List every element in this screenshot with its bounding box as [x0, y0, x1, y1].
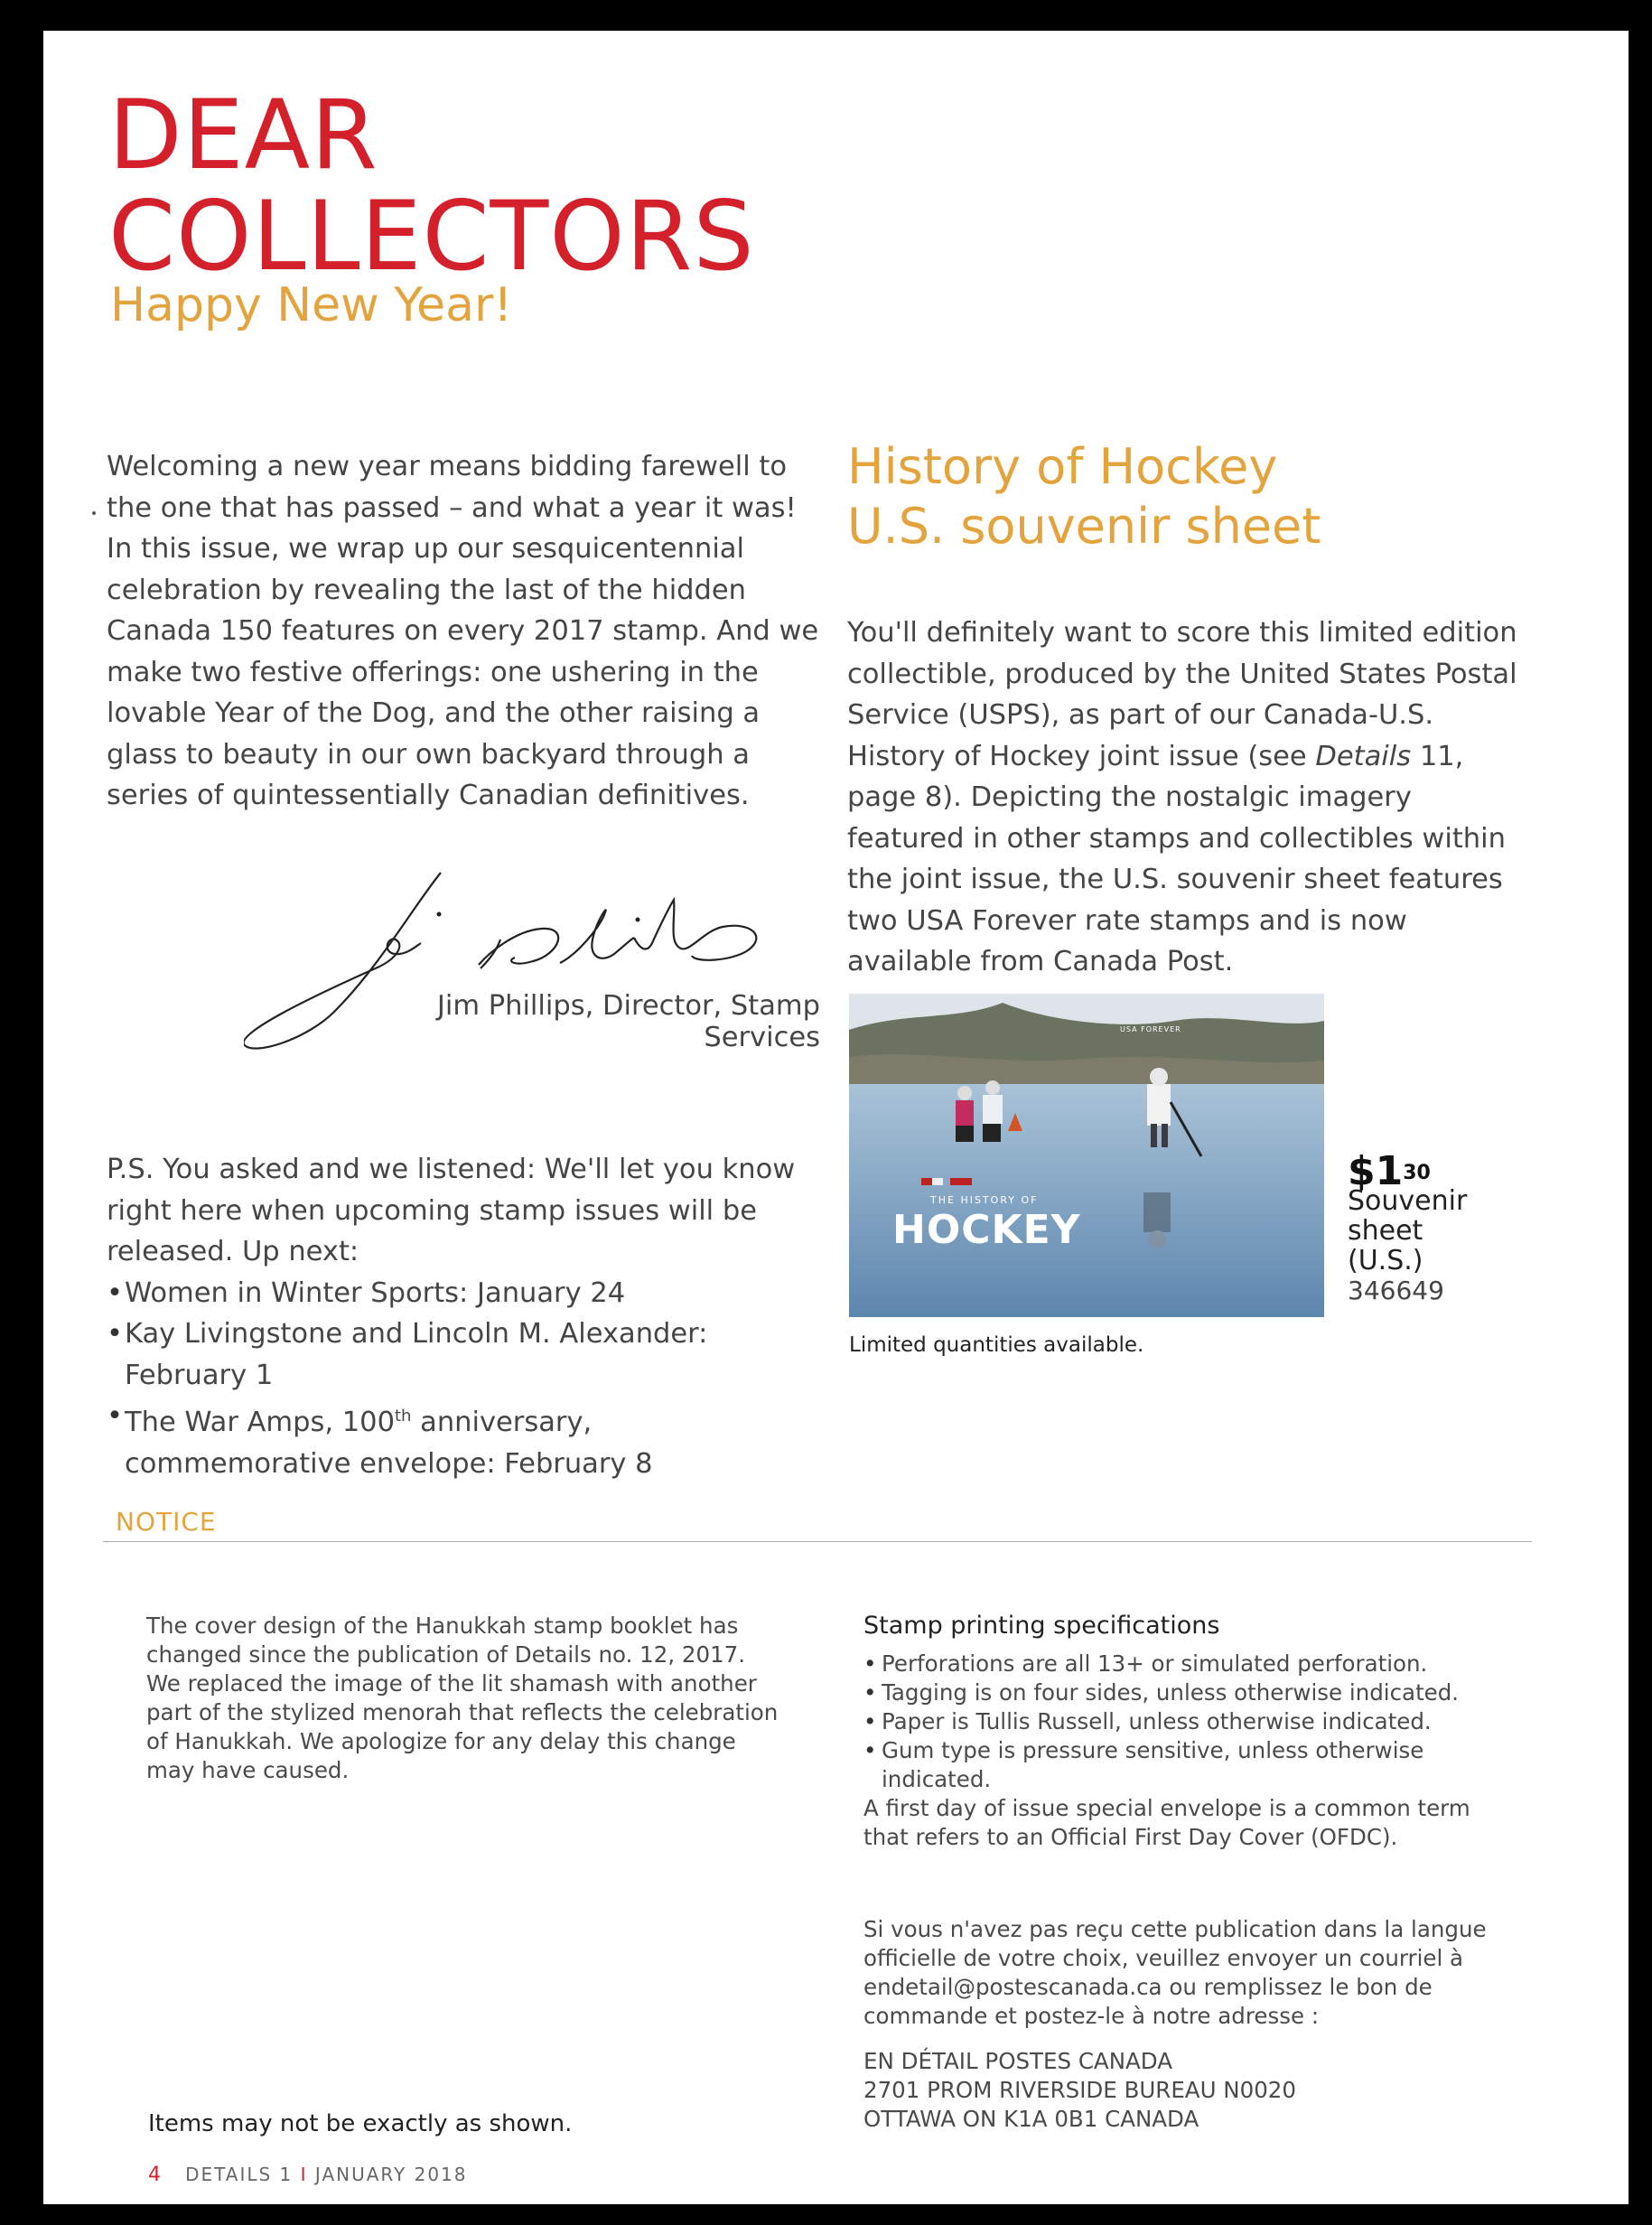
- margin-mark: [92, 511, 96, 515]
- page: [43, 31, 1629, 2204]
- address-line: 2701 PROM RIVERSIDE BUREAU N0020: [863, 2077, 1296, 2103]
- address-line: OTTAWA ON K1A 0B1 CANADA: [863, 2106, 1199, 2132]
- list-item: • Tagging is on four sides, unless otherwise indicated.: [863, 1678, 1532, 1707]
- page-subtitle: Happy New Year!: [110, 278, 513, 332]
- spec-title: Stamp printing specifications: [863, 1612, 1220, 1640]
- product-code: 346649: [1348, 1276, 1444, 1305]
- upcoming-list: [107, 1273, 820, 1485]
- mailing-address: [863, 2047, 1496, 2134]
- spec-list: [863, 1650, 1532, 1794]
- address-line: EN DÉTAIL POSTES CANADA: [863, 2048, 1172, 2074]
- disclaimer: Items may not be exactly as shown.: [148, 2110, 573, 2137]
- ps-paragraph: [107, 1149, 820, 1484]
- limited-note: Limited quantities available.: [849, 1333, 1144, 1357]
- stamp-big-text: HOCKEY: [892, 1207, 1081, 1253]
- title-line-2: COLLECTORS: [108, 181, 755, 292]
- list-item: • The War Amps, 100th anniversary, commemorative envelope: February 8: [107, 1396, 820, 1484]
- page-folio: [148, 2164, 468, 2186]
- list-item: • Gum type is pressure sensitive, unless otherwise indicated.: [863, 1736, 1532, 1794]
- product-line: (U.S.): [1348, 1245, 1423, 1276]
- list-item: • Kay Livingstone and Lincoln M. Alexander: February 1: [107, 1313, 820, 1396]
- notice-divider: [103, 1541, 1532, 1542]
- page-number: 4: [148, 2164, 163, 2186]
- hockey-souvenir-sheet-image: [849, 994, 1324, 1317]
- price: $\$1^{30}$: [1348, 1148, 1431, 1194]
- product-line: sheet: [1348, 1215, 1423, 1247]
- folio-separator: I: [300, 2164, 308, 2185]
- signature-name: Jim Phillips, Director, Stamp Services: [436, 990, 820, 1053]
- product-line: Souvenir: [1348, 1185, 1468, 1217]
- ps-text: P.S. You asked and we listened: We'll let you know right here when upcoming stamp issues will be released. Up next:: [107, 1154, 796, 1267]
- letter-paragraph: Welcoming a new year means bidding farewell to the one that has passed – and what a year it was! In this issue, we wrap up our sesquicentennial celebration by revealing the last of the hidden Canada 150 features on every 2017 stamp. And we make two festive offerings: one ushering in the lovable Year of the Dog, and the other raising a glass to beauty in our own backyard through a series of quintessentially Canadian definitives.: [107, 451, 819, 811]
- price-block: [1348, 1148, 1468, 1305]
- notice-label: NOTICE: [116, 1507, 217, 1537]
- stamp-small-text: THE HISTORY OF: [930, 1194, 1039, 1206]
- feature-heading-line-1: History of Hockey: [847, 438, 1278, 495]
- publication-date: JANUARY 2018: [314, 2164, 468, 2185]
- publication-name: DETAILS 1: [185, 2164, 294, 2185]
- title-line-1: DEAR: [108, 79, 378, 191]
- fdc-text: A first day of issue special envelope is a common term that refers to an Official First Day Cover (OFDC).: [863, 1795, 1470, 1850]
- list-item: • Perforations are all 13+ or simulated perforation.: [863, 1650, 1532, 1678]
- stamp-top-label: USA FOREVER: [1120, 1025, 1181, 1033]
- feature-paragraph: You'll definitely want to score this limited edition collectible, produced by the United States Postal Service (USPS), as part of our Canada-U.S. History of Hockey joint issue (see Details 11, page 8). Depicting the nostalgic imagery featured in other stamps and collectibles within the joint issue, the U.S. souvenir sheet features two USA Forever rate stamps and is now available from Canada Post.: [847, 617, 1517, 977]
- list-item: • Women in Winter Sports: January 24: [107, 1273, 820, 1314]
- page-title: [108, 79, 755, 292]
- french-text: Si vous n'avez pas reçu cette publication dans la langue officielle de votre choix, veuillez envoyer un courriel à endetail@postescanada.ca ou remplissez le bon de commande et postez-le à notre adresse :: [863, 1916, 1487, 2029]
- list-item: • Paper is Tullis Russell, unless otherwise indicated.: [863, 1707, 1532, 1736]
- feature-heading: [847, 437, 1321, 556]
- feature-heading-line-2: U.S. souvenir sheet: [847, 498, 1321, 555]
- notice-left-text: The cover design of the Hanukkah stamp booklet has changed since the publication of Details no. 12, 2017. We replaced the image of the lit shamash with another part of the stylized menorah that reflects the celebration of Hanukkah. We apologize for any delay this change may have caused.: [146, 1613, 779, 1783]
